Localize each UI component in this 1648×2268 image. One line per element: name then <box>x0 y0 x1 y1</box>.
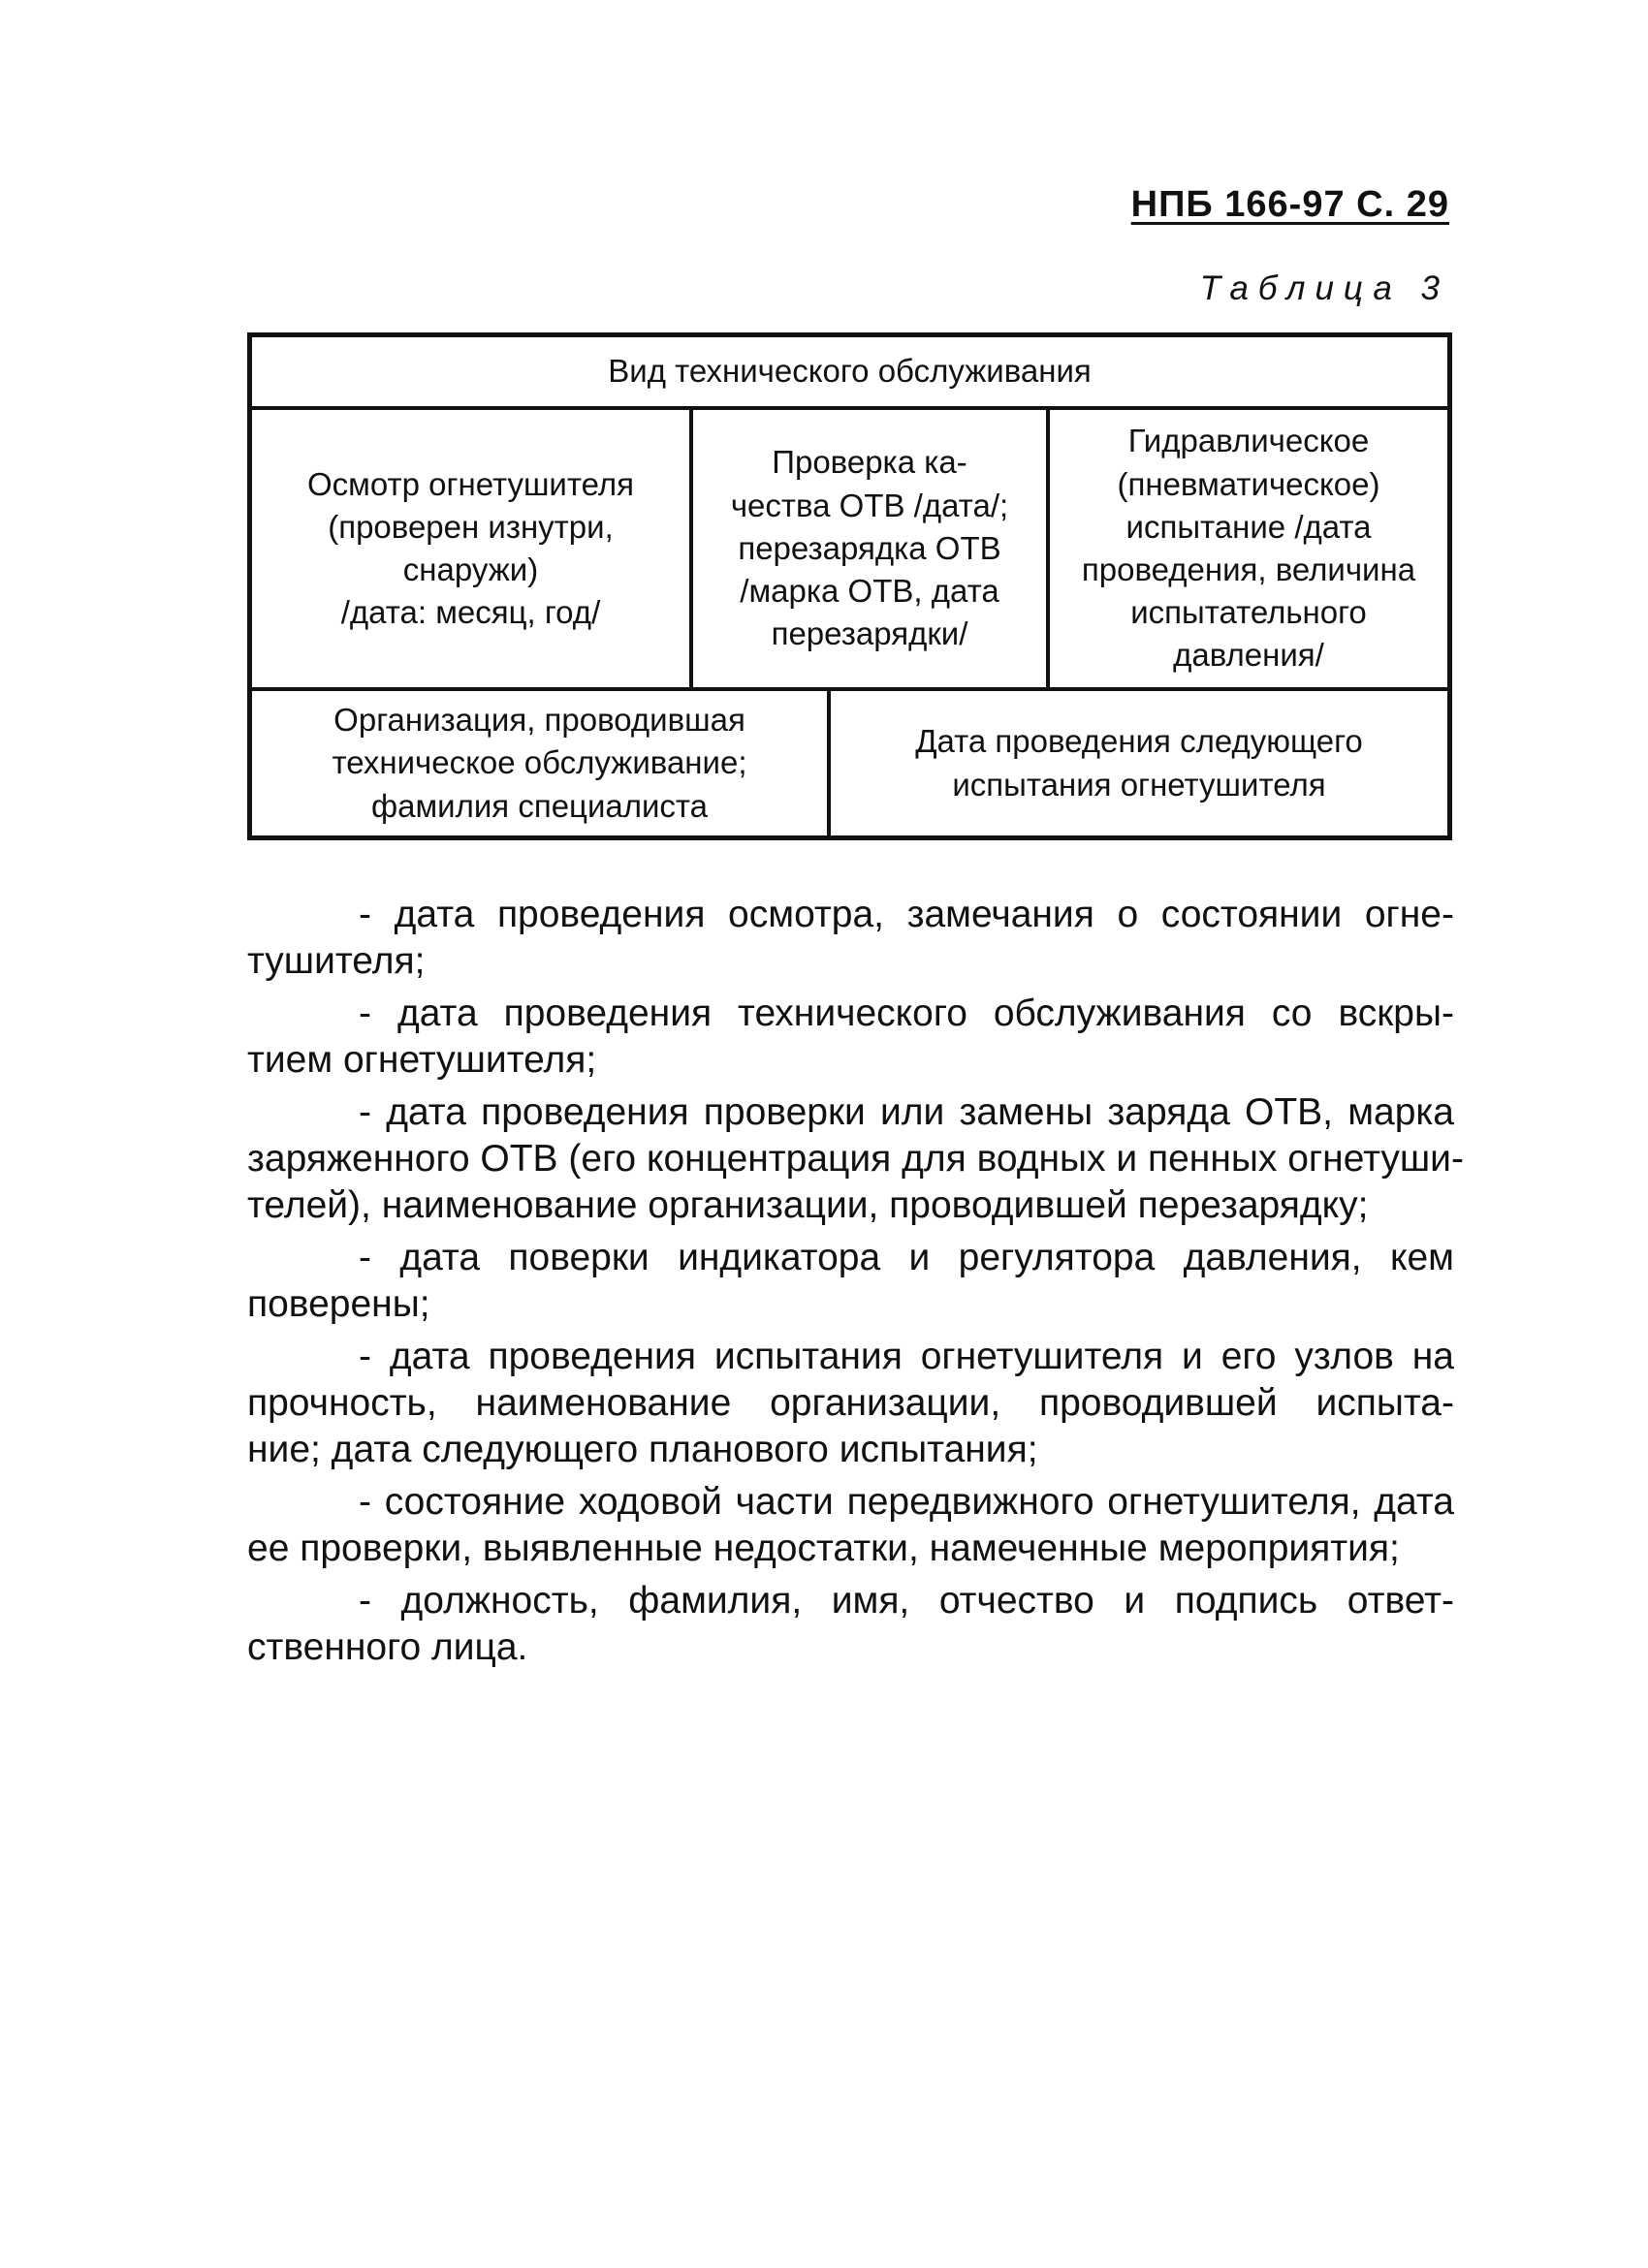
cell-quality-check <box>693 410 1050 691</box>
cell-line: (пневматическое) <box>1117 465 1380 502</box>
text-line: ственного лица. <box>247 1626 528 1668</box>
text-line: - дата проведения технического обслуживания со вскры- <box>359 992 1454 1034</box>
text-line: заряженного ОТВ (его концентрация для водных и пенных огнетуши- <box>247 1138 1464 1180</box>
text-line: тушителя; <box>247 940 426 982</box>
cell-line: /марка ОТВ, дата <box>740 573 999 610</box>
text-line: - должность, фамилия, имя, отчество и подпись ответ- <box>359 1580 1454 1622</box>
cell-line: (проверен изнутри, <box>328 508 614 545</box>
cell-line: чества ОТВ /дата/; <box>730 487 1009 523</box>
cell-line: испытательного <box>1130 594 1367 631</box>
cell-line: перезарядки/ <box>771 615 968 652</box>
cell-line: Проверка ка- <box>772 444 967 481</box>
text-line: - дата проведения проверки или замены заряда ОТВ, марка <box>359 1091 1454 1133</box>
cell-line: Осмотр огнетушителя <box>306 465 634 502</box>
cell-line: /дата: месяц, год/ <box>340 594 601 631</box>
cell-line: испытания огнетушителя <box>952 766 1326 803</box>
cell-line: давления/ <box>1173 637 1324 674</box>
paragraph <box>247 892 1454 985</box>
text-line: поверены; <box>247 1283 430 1325</box>
text-line: ние; дата следующего планового испытания; <box>247 1429 1038 1470</box>
cell-line: испытание /дата <box>1125 508 1372 545</box>
text-line: - дата проведения осмотра, замечания о состоянии огне- <box>359 894 1454 935</box>
cell-line: фамилия специалиста <box>370 787 709 824</box>
cell-inspection <box>252 410 693 691</box>
paragraph <box>247 1334 1454 1473</box>
paragraph <box>247 1235 1454 1328</box>
cell-line: Организация, проводившая <box>333 702 745 739</box>
table-header-cell <box>252 337 1447 410</box>
text-line: - состояние ходовой части передвижного огнетушителя, дата <box>359 1481 1454 1523</box>
cell-organization <box>252 691 831 835</box>
paragraph <box>247 991 1454 1084</box>
paragraph <box>247 1089 1464 1229</box>
page-reference: НПБ 166-97 С. 29 <box>1130 184 1449 225</box>
text-line: прочность, наименование организации, проводившей испыта- <box>247 1382 1454 1424</box>
text-line: тием огнетушителя; <box>247 1039 597 1081</box>
cell-line: проведения, величина <box>1081 551 1416 587</box>
paragraph <box>247 1578 1454 1671</box>
cell-next-test-date <box>831 691 1447 835</box>
cell-line: снаружи) <box>402 551 539 587</box>
cell-hydraulic-test <box>1050 410 1447 691</box>
paragraph <box>247 1479 1454 1572</box>
body-text <box>247 892 1464 1677</box>
text-line: - дата поверки индикатора и регулятора давления, кем <box>359 1237 1454 1278</box>
table-caption: Таблица 3 <box>1199 269 1449 307</box>
cell-line: Дата проведения следующего <box>915 723 1363 760</box>
maintenance-table <box>247 332 1452 840</box>
cell-line: техническое обслуживание; <box>332 744 747 781</box>
text-line: ее проверки, выявленные недостатки, намеченные мероприятия; <box>247 1528 1400 1569</box>
table-header-text: Вид технического обслуживания <box>608 353 1092 390</box>
text-line: - дата проведения испытания огнетушителя и его узлов на <box>359 1336 1454 1377</box>
text-line: телей), наименование организации, проводившей перезарядку; <box>247 1184 1369 1226</box>
cell-line: Гидравлическое <box>1127 423 1370 459</box>
cell-line: перезарядка ОТВ <box>738 529 1001 566</box>
